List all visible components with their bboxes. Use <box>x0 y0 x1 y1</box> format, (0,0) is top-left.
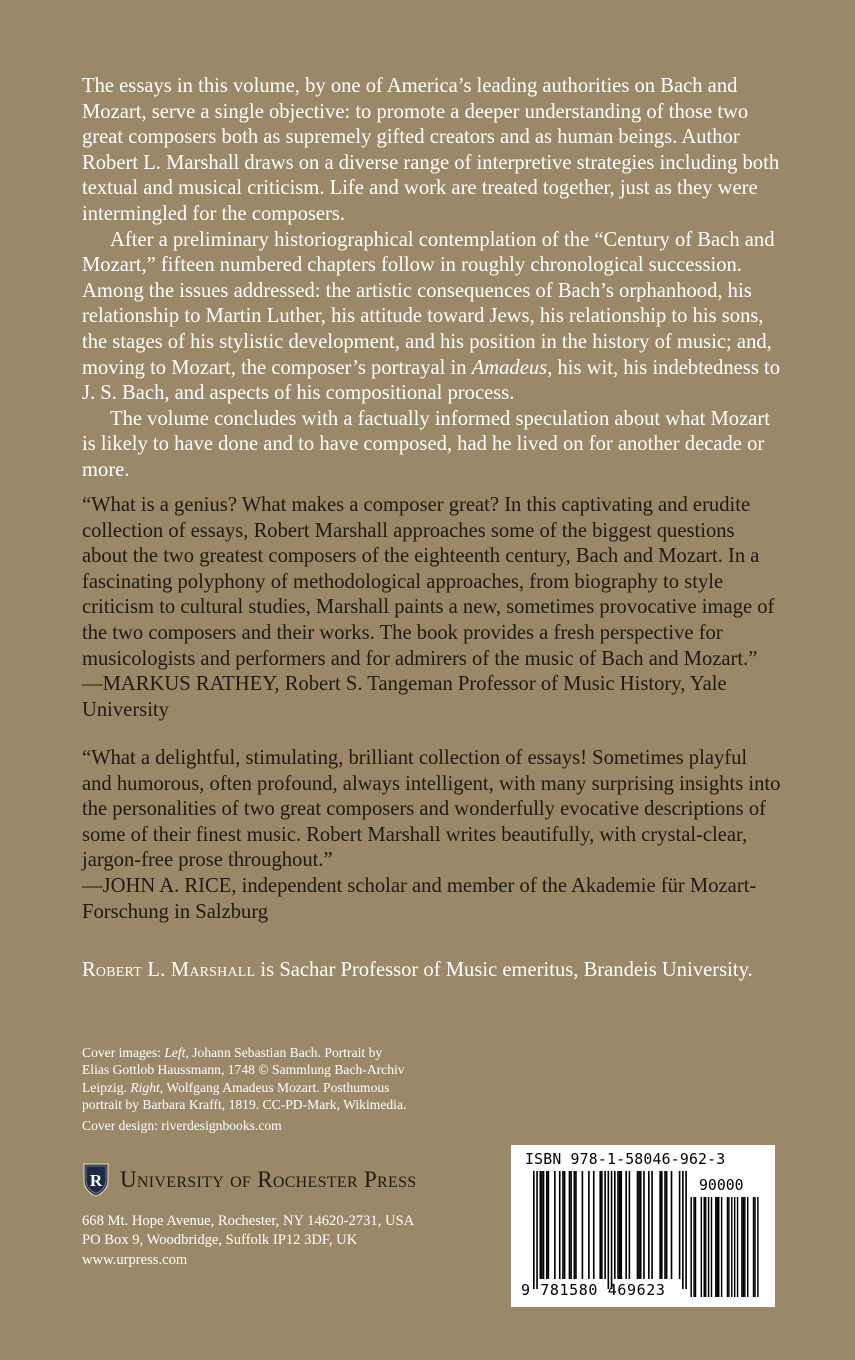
addon-bar <box>747 1197 748 1297</box>
ean-right-group: 469623 <box>607 1281 666 1299</box>
barcode-bar <box>620 1171 622 1279</box>
barcode-bar <box>625 1171 627 1279</box>
barcode-bar <box>599 1171 601 1279</box>
barcode-guard-bar <box>611 1171 613 1289</box>
addon-bar <box>731 1197 732 1297</box>
barcode-bar <box>619 1171 621 1279</box>
barcode-guard-bar <box>608 1171 610 1289</box>
description-paragraph-3: The volume concludes with a factually informed speculation about what Mozart is likely to have done and to have composed, had he lived on for another decade or more. <box>82 407 770 481</box>
address-line-2: PO Box 9, Woodbridge, Suffolk IP12 3DF, UK <box>82 1232 358 1249</box>
barcode-bar <box>559 1171 561 1279</box>
endorsement-quote: “What is a genius? What makes a composer great? In this captivating and erudite collection of essays, Robert Marshall approaches some of the biggest questions about the two greatest composers of the eighteenth century, Bach and Mozart. In a fascinating polyphony of methodological approaches, from biography to style criticism to cultural studies, Marshall paints a new, sometimes provocative image of the two composers and their works. The book provides a fresh perspective for musicologists and performers and for admirers of the music of Bach and Mozart.” <box>82 494 775 670</box>
description-paragraph-2 <box>82 228 782 407</box>
addon-bar <box>708 1197 709 1297</box>
barcode-bar <box>593 1171 595 1279</box>
barcode-bar <box>541 1171 543 1279</box>
author-bio <box>82 958 762 984</box>
addon-bar <box>704 1197 705 1297</box>
addon-bar <box>753 1197 754 1297</box>
isbn-label: ISBN 978-1-58046-962-3 <box>525 1151 726 1168</box>
barcode-bar <box>548 1171 550 1279</box>
addon-bar <box>693 1197 694 1297</box>
barcode-bar <box>640 1171 642 1279</box>
barcode-bar <box>604 1171 606 1279</box>
address-line-1: 668 Mt. Hope Avenue, Rochester, NY 14620-2731, USA <box>82 1213 415 1229</box>
barcode-bar <box>659 1171 661 1279</box>
ean-digits <box>521 1281 666 1299</box>
barcode-bar <box>539 1171 541 1279</box>
ean-first-digit: 9 <box>521 1281 531 1299</box>
barcode-guard-bar <box>685 1171 687 1289</box>
barcode-bar <box>643 1171 645 1279</box>
addon-bar <box>711 1197 712 1297</box>
barcode-bar <box>575 1171 577 1279</box>
barcode-bar <box>671 1171 673 1279</box>
barcode-guard-bar <box>536 1171 538 1289</box>
addon-bar <box>690 1197 691 1297</box>
barcode-bar <box>629 1171 631 1279</box>
description-paragraph-1: The essays in this volume, by one of America’s leading authorities on Bach and Mozart, serve a single objective: to promote a deeper understanding of those two great composers both as supremely gifted creators and as human beings. Author Robert L. Marshall draws on a diverse range of interpretive strategies including both textual and musical criticism. Life and work are treated together, just as they were intermingled for the composers. <box>82 75 780 225</box>
cover-images-credit <box>82 1044 412 1114</box>
endorsement-quote: “What a delightful, stimulating, brilliant collection of essays! Sometimes playful and humorous, often profound, always intelligent, with many surprising insights into the personalities of two great composers and wonderfully evocative descriptions of some of their finest music. Robert Marshall writes beautifully, with crystal-clear, jargon-free prose throughout.” <box>82 747 781 872</box>
credit-left-text: , Johann Sebastian Bach. Portrait by Elias Gottlob Haussmann, 1748 © Sammlung Bach-Archiv Leipzig. <box>82 1045 405 1095</box>
endorsement-attribution: —MARKUS RATHEY, Robert S. Tangeman Professor of Music History, Yale University <box>82 673 727 721</box>
credit-left-label: Left <box>164 1045 186 1060</box>
barcode-bar <box>554 1171 556 1279</box>
barcode-bar <box>588 1171 590 1279</box>
barcode-bar <box>582 1171 584 1279</box>
description-paragraph-2-end: , his wit, his indebtedness to J. S. Bach, and aspects of his compositional process. <box>82 356 781 405</box>
addon-bar <box>754 1197 755 1297</box>
cover-design-credit: Cover design: riverdesignbooks.com <box>82 1117 282 1133</box>
book-description <box>82 74 782 484</box>
author-name: Robert L. Marshall <box>82 959 256 981</box>
addon-bar <box>737 1197 738 1297</box>
barcode-bar <box>564 1171 566 1279</box>
addon-bar <box>741 1197 742 1297</box>
credit-right-text: , Wolfgang Amadeus Mozart. Posthumous portrait by Barbara Krafft, 1819. CC-PD-Mark, Wikimedia. <box>82 1079 407 1113</box>
barcode-bar <box>574 1171 576 1279</box>
publisher-address <box>82 1212 482 1270</box>
credit-lead: Cover images: <box>82 1045 165 1060</box>
barcode-bar <box>614 1171 616 1279</box>
publisher-name: University of Rochester Press <box>120 1167 417 1192</box>
barcode-bar <box>637 1171 639 1279</box>
addon-bar <box>721 1197 722 1297</box>
credit-right-label: Right <box>130 1079 160 1095</box>
addon-bar <box>695 1197 696 1297</box>
barcode-bar <box>666 1171 668 1279</box>
barcode-bar <box>664 1171 666 1279</box>
addon-bar <box>757 1197 758 1297</box>
endorsement-attribution: —JOHN A. RICE, independent scholar and member of the Akademie für Mozart-Forschung in Salzburg <box>82 874 757 923</box>
barcode-bar <box>648 1171 650 1279</box>
barcode-bar <box>543 1171 545 1279</box>
addon-bar <box>734 1197 735 1297</box>
addon-bar <box>743 1197 744 1297</box>
barcode-bar <box>661 1171 663 1279</box>
barcode-guard-bar <box>682 1171 684 1289</box>
addon-bar <box>718 1197 719 1297</box>
amadeus-title: Amadeus <box>471 356 548 379</box>
description-paragraph-2-start: After a preliminary historiographical contemplation of the “Century of Bach and Mozart,” fifteen numbered chapters follow in roughly chronological succession. Among the issues addressed: the artistic consequences of Bach’s orphanhood, his relationship to Martin Luther, his attitude toward Jews, his relationship to his sons, the stages of his stylistic development, and his position in the history of music; and, moving to Mozart, the composer’s portrayal in <box>82 228 775 379</box>
publisher-shield-icon <box>82 1162 110 1198</box>
barcode-bar <box>562 1171 564 1279</box>
price-code: 90000 <box>699 1177 744 1194</box>
endorsement-rice <box>82 746 782 925</box>
barcode-bar <box>601 1171 603 1279</box>
logo-letter: R <box>89 1171 103 1190</box>
addon-bar <box>728 1197 729 1297</box>
addon-bar <box>744 1197 745 1297</box>
publisher-website: www.urpress.com <box>82 1251 188 1268</box>
addon-bar <box>717 1197 718 1297</box>
barcode-bar <box>651 1171 653 1279</box>
addon-bar <box>715 1197 716 1297</box>
barcode-bar <box>546 1171 548 1279</box>
addon-bar <box>705 1197 706 1297</box>
barcode-bar <box>679 1171 681 1279</box>
addon-bar <box>701 1197 702 1297</box>
isbn-barcode <box>511 1145 775 1307</box>
barcode-bar <box>570 1171 572 1279</box>
addon-bar <box>727 1197 728 1297</box>
barcode-guard-bar <box>533 1171 535 1289</box>
author-bio-text: is Sachar Professor of Music emeritus, Brandeis University. <box>255 959 753 981</box>
publisher-imprint <box>82 1162 502 1198</box>
barcode-bar <box>638 1171 640 1279</box>
endorsement-rathey <box>82 493 782 723</box>
barcode-bar <box>617 1171 619 1279</box>
cover-credits <box>82 1044 412 1134</box>
ean-left-group: 781580 <box>540 1281 599 1299</box>
barcode-bar <box>569 1171 571 1279</box>
